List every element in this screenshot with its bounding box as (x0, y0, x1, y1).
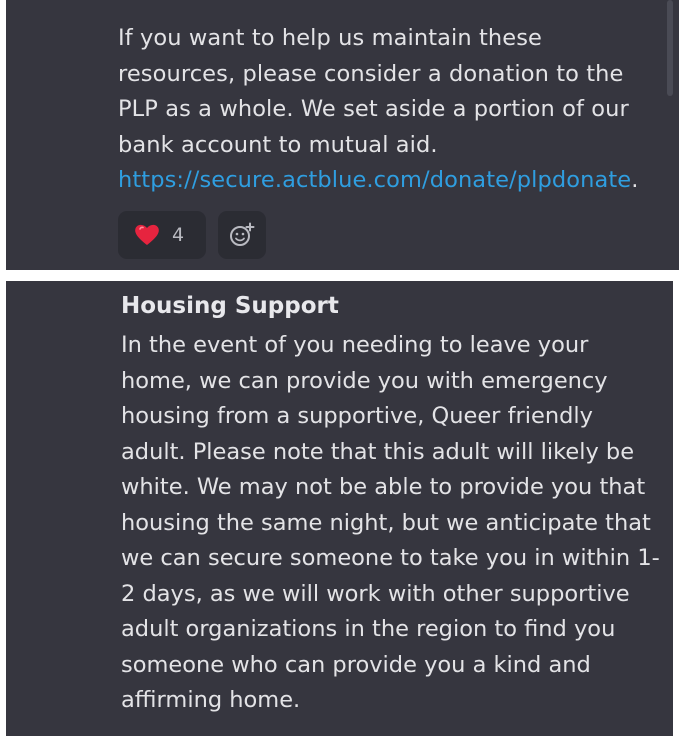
housing-support-panel (6, 281, 673, 736)
message-text-after-link: . (631, 167, 639, 194)
housing-support-body: In the event of you needing to leave your home, we can provide you with emergency housing from a supportive, Queer friendly adult. Please note that this adult will likely be white. We may not be able to provide you that housing the same night, but we anticipate that we can secure someone to take you in within 1-2 days, as we will work with other supportive adult organizations in the region to find you someone who can provide you a kind and affirming home. (121, 332, 660, 713)
donation-link[interactable]: https://secure.actblue.com/donate/plpdonate (118, 167, 632, 194)
donation-message-text (118, 21, 658, 238)
heart-icon (134, 223, 160, 247)
housing-support-title: Housing Support (121, 293, 339, 319)
scrollbar[interactable] (667, 0, 673, 96)
add-reaction-button[interactable] (218, 211, 266, 259)
heart-reaction-count: 4 (172, 224, 185, 246)
reactions-bar (118, 211, 266, 259)
message-text-before-link: If you want to help us maintain these resources, please consider a donation to the PLP as a whole. We set aside a portion of our bank account to mutual aid. (118, 25, 629, 158)
add-reaction-icon (229, 222, 255, 248)
donation-message-panel (6, 0, 679, 270)
heart-reaction-button[interactable] (118, 211, 206, 259)
